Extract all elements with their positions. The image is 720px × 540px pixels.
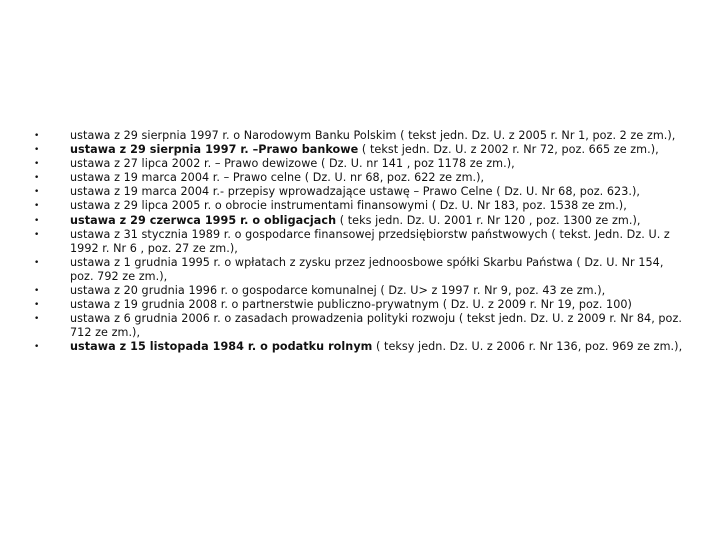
list-item — [34, 340, 686, 354]
list-item — [34, 256, 686, 284]
list-item — [34, 312, 686, 340]
item-text: ustawa z 19 marca 2004 r. – Prawo celne ( Dz. U. nr 68, poz. 622 ze zm.), — [70, 171, 485, 185]
list-item — [34, 284, 686, 298]
list-item — [34, 185, 686, 199]
bullet-icon: • — [34, 286, 40, 297]
list-item — [34, 228, 686, 256]
item-lead: ustawa z 15 listopada 1984 r. o podatku rolnym — [70, 340, 373, 354]
item-text: ( tekst jedn. Dz. U. z 2002 r. Nr 72, poz. 665 ze zm.), — [358, 143, 659, 157]
item-lead: ustawa z 29 czerwca 1995 r. o obligacjach — [70, 213, 337, 227]
item-text: ( teksy jedn. Dz. U. z 2006 r. Nr 136, poz. 969 ze zm.), — [372, 340, 683, 354]
bullet-icon: • — [34, 131, 40, 141]
list-item — [34, 157, 686, 171]
item-text: ustawa z 29 lipca 2005 r. o obrocie instrumentami finansowymi ( Dz. U. Nr 183, poz. 1538 ze zm.), — [70, 199, 627, 213]
item-text: ustawa z 20 grudnia 1996 r. o gospodarce komunalnej ( Dz. U> z 1997 r. Nr 9, poz. 43 ze zm.), — [70, 284, 606, 298]
bullet-icon: • — [34, 159, 40, 170]
item-text: ustawa z 27 lipca 2002 r. – Prawo dewizowe ( Dz. U. nr 141 , poz 1178 ze zm.), — [70, 157, 515, 171]
list-item — [34, 129, 686, 143]
list-item — [34, 199, 686, 213]
bullet-icon: • — [34, 257, 40, 268]
item-text: ustawa z 6 grudnia 2006 r. o zasadach prowadzenia polityki rozwoju ( tekst jedn. Dz. U. z 2009 r. Nr 84, poz. 712 ze zm.), — [70, 312, 682, 340]
bullet-icon: • — [34, 173, 40, 184]
list-item — [34, 214, 686, 228]
item-text: ustawa z 31 stycznia 1989 r. o gospodarce finansowej przedsiębiorstw państwowych ( tekst. Jedn. Dz. U. z 1992 r. Nr 6 , poz. 27 ze zm.), — [70, 227, 670, 255]
bullet-icon: • — [34, 314, 40, 325]
item-text: ( teks jedn. Dz. U. 2001 r. Nr 120 , poz. 1300 ze zm.), — [336, 213, 641, 227]
item-text: ustawa z 1 grudnia 1995 r. o wpłatach z zysku przez jednoosbowe spółki Skarbu Państwa ( Dz. U. Nr 154, poz. 792 ze zm.), — [70, 255, 664, 283]
list-item — [34, 298, 686, 312]
bullet-icon: • — [34, 145, 40, 156]
list-item — [34, 171, 686, 185]
bullet-icon: • — [34, 187, 40, 198]
legislation-list — [34, 129, 686, 355]
item-text: ustawa z 19 grudnia 2008 r. o partnerstwie publiczno-prywatnym ( Dz. U. z 2009 r. Nr 19, poz. 100) — [70, 298, 632, 312]
bullet-icon: • — [34, 215, 40, 226]
item-text: ustawa z 19 marca 2004 r.- przepisy wprowadzające ustawę – Prawo Celne ( Dz. U. Nr 68, poz. 623.), — [70, 185, 641, 199]
bullet-icon: • — [34, 300, 40, 311]
item-text: ustawa z 29 sierpnia 1997 r. o Narodowym Banku Polskim ( tekst jedn. Dz. U. z 2005 r. Nr 1, poz. 2 ze zm.), — [70, 129, 676, 142]
bullet-icon: • — [34, 201, 40, 212]
item-lead: ustawa z 29 sierpnia 1997 r. –Prawo bankowe — [70, 143, 359, 157]
bullet-icon: • — [34, 342, 40, 353]
bullet-icon: • — [34, 229, 40, 240]
list-item — [34, 143, 686, 157]
